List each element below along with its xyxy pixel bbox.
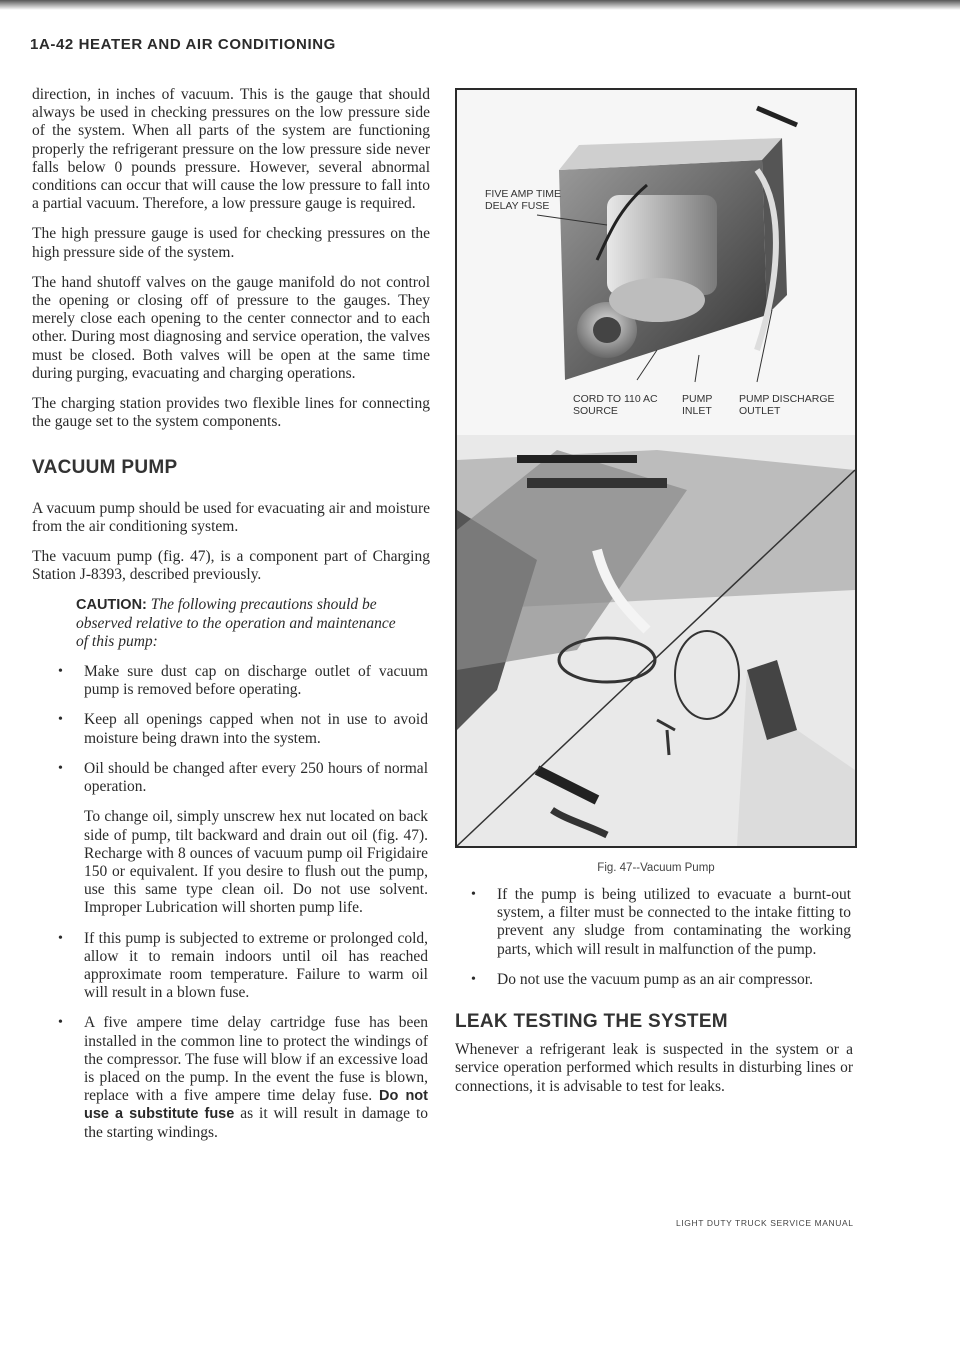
bullet5-text: A five ampere time delay cartridge fuse has been installed in the common line to protect the windings of the compressor. The fuse will blow if an excessive load is placed on the pump. In the event the fuse is blown, replace with a five ampere time delay fuse. [84,1014,428,1105]
figure-label-outlet: PUMP DISCHARGE OUTLET [739,393,835,417]
list-item [58,1014,430,1141]
list-item: • If this pump is subjected to extreme or prolonged cold, allow it to remain indoors until oil has reached approximate room temperature. Failure to warm oil will result in a blown fuse. [58,930,430,1003]
bullet5-text-end: as it will result in damage to the starting windings. [84,1105,429,1141]
left-column [32,86,430,1154]
pump-notes-list [455,886,853,989]
top-edge-rule [0,0,960,10]
section-heading-vacuum-pump: VACUUM PUMP [32,457,178,479]
section-heading-leak-testing: LEAK TESTING THE SYSTEM [455,1011,728,1033]
paragraph: Whenever a refrigerant leak is suspected in the system or a service operation performed which results in disturbing lines or connections, it is advisable to test for leaks. [455,1041,853,1095]
caution-label: CAUTION: [76,597,147,614]
paragraph: The high pressure gauge is used for checking pressures on the high pressure side of the system. [32,225,430,261]
figure-label-inlet: PUMP INLET [682,393,713,417]
paragraph: A vacuum pump should be used for evacuating air and moisture from the air conditioning system. [32,499,430,535]
paragraph: The hand shutoff valves on the gauge manifold do not control the opening or closing off of pressure to the gauges. They merely close each opening to the center connector and to each other. During most diagnosing and service operation, the valves must be closed. Both valves will be open at the same time during purging, evacuating and charging operations. [32,273,430,382]
list-item: • Make sure dust cap on discharge outlet of vacuum pump is removed before operating. [58,663,430,699]
page-header: 1A-42 HEATER AND AIR CONDITIONING [30,36,336,53]
paragraph: direction, in inches of vacuum. This is the gauge that should always be used in checking pressures on the low pressure side of the system. When all parts of the system are functioning properly the refrigerant pressure on the low pressure side never falls below 0 pounds pressure. However, several abnormal conditions can occur that will cause the low pressure to fall into a partial vacuum. Therefore, a low pressure gauge is required. [32,86,430,213]
figure-label-fuse: FIVE AMP TIME DELAY FUSE [485,188,562,212]
figure-label-cord: CORD TO 110 AC SOURCE [573,393,658,417]
figure-caption: Fig. 47--Vacuum Pump [597,862,715,874]
list-item: • If the pump is being utilized to evacuate a burnt-out system, a filter must be connected to the intake fitting to prevent any sludge from contaminating the working parts, which will result in malfunction of the pump. [471,886,853,959]
paragraph: The charging station provides two flexible lines for connecting the gauge set to the system components. [32,395,430,431]
list-item-sub: To change oil, simply unscrew hex nut located on back side of pump, tilt backward and drain out oil (fig. 47). Recharge with 8 ounces of vacuum pump oil Frigidaire 150 or equivalent. If you desire to flush out the pump, use this same type clean oil. Do not use solvent. Improper Lubrication will shorten pump life. [84,808,428,917]
list-item: • Keep all openings capped when not in use to avoid moisture being drawn into the system. [58,711,430,747]
paragraph: The vacuum pump (fig. 47), is a component part of Charging Station J-8393, described previously. [32,548,430,584]
precautions-list [32,663,430,1142]
right-column [455,886,853,1108]
caution-note [32,596,430,651]
page-footer: LIGHT DUTY TRUCK SERVICE MANUAL [676,1218,854,1228]
caution-text: The following precautions should be observed relative to the operation and maintenance of this pump: [76,596,396,650]
list-item: • Oil should be changed after every 250 hours of normal operation. [58,760,430,796]
figure-vacuum-pump [455,88,857,848]
warning-bold-text: Do not use a substitute fuse [84,1088,428,1123]
list-item: • Do not use the vacuum pump as an air compressor. [471,971,853,989]
